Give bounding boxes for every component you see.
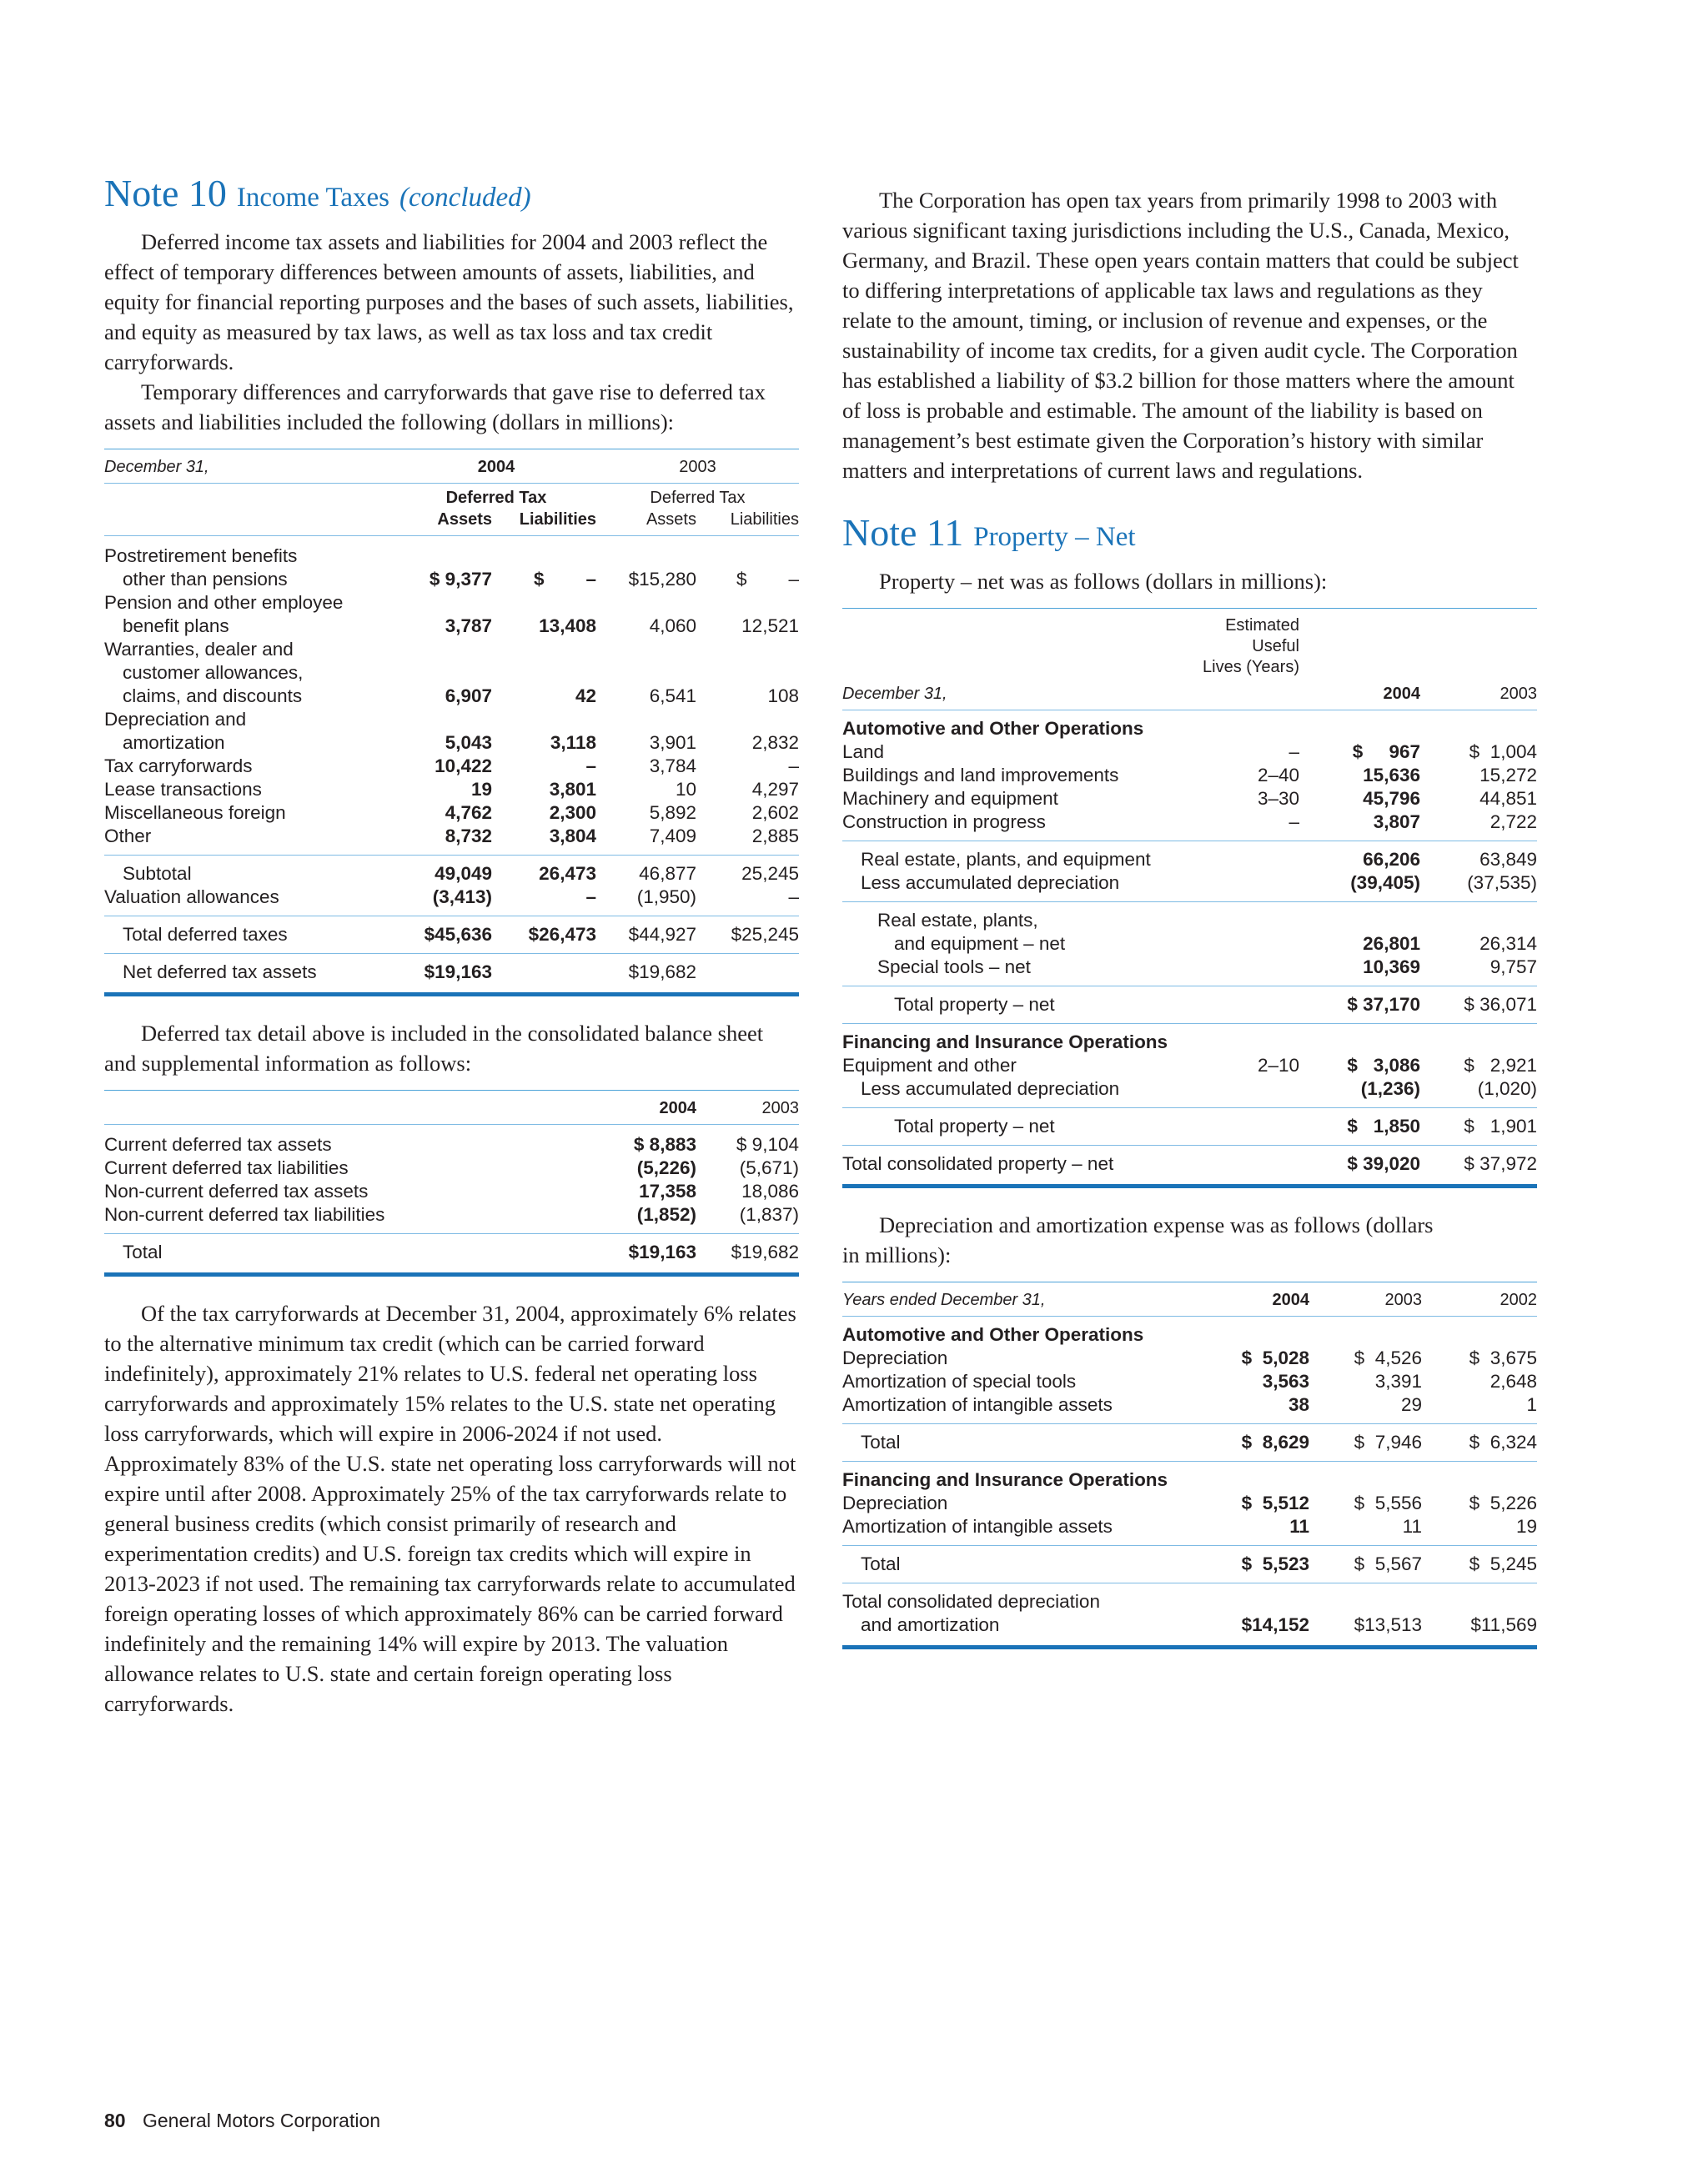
total-row: Total $19,163 $19,682 xyxy=(104,1234,799,1275)
lives-years-header: Lives (Years) xyxy=(1203,658,1299,676)
valuation-row: Valuation allowances (3,413) – (1,950) – xyxy=(104,886,799,907)
table-row: Tax carryforwards 10,422 – 3,784 – xyxy=(104,755,799,776)
note-10-paragraph-2: Temporary differences and carryforwards that gave rise to deferred tax assets and liabilities included the following (dollars in millions): xyxy=(104,379,766,434)
note-10-suffix: (concluded) xyxy=(399,183,531,213)
consolidated-property-row: Total consolidated property – net $ 39,020 $ 37,972 xyxy=(842,1146,1537,1187)
table-date-label: December 31, xyxy=(104,449,396,484)
note-11-name: Property – Net xyxy=(973,522,1136,552)
useful-header: Useful xyxy=(1252,637,1299,655)
total-deferred-taxes-row: Total deferred taxes $45,636 $26,473 $44,927 $25,245 xyxy=(104,916,799,954)
year-2003-header: 2003 xyxy=(696,1091,799,1125)
special-tools-row: Special tools – net 10,369 9,757 xyxy=(877,956,1537,977)
year-2003-header: 2003 xyxy=(596,449,799,484)
year-2002-header: 2002 xyxy=(1422,1282,1537,1317)
depreciation-intro: Depreciation and amortization expense was as follows (dollars in millions): xyxy=(842,1212,1434,1267)
table-row: customer allowances, xyxy=(123,662,304,683)
year-2004-header: 2004 xyxy=(1209,1282,1309,1317)
automotive-section-heading: Automotive and Other Operations xyxy=(842,718,1144,739)
table-row: other than pensions $ 9,377 $ – $15,280 $ – xyxy=(123,569,799,590)
table-date-label: December 31, xyxy=(842,685,947,703)
table-row: benefit plans 3,787 13,408 4,060 12,521 xyxy=(123,615,799,636)
assets-2003-header: Assets xyxy=(646,510,696,529)
table-row: Depreciation and xyxy=(104,709,247,730)
real-estate-net-row: and equipment – net 26,801 26,314 xyxy=(894,933,1537,954)
assets-2004-header: Assets xyxy=(437,510,492,529)
table-row: Amortization of special tools 3,563 3,391 2,648 xyxy=(842,1371,1537,1392)
table-date-label: Years ended December 31, xyxy=(842,1282,1209,1317)
auto-total-row: Total $ 8,629 $ 7,946 $ 6,324 xyxy=(842,1424,1537,1462)
automotive-section-heading: Automotive and Other Operations xyxy=(842,1324,1144,1345)
table-row: claims, and discounts 6,907 42 6,541 108 xyxy=(123,685,799,706)
table-row: Current deferred tax assets $ 8,883 $ 9,104 xyxy=(104,1134,799,1155)
table-row: Pension and other employee xyxy=(104,592,344,613)
property-net-table: Estimated Useful Lives (Years) December 31, 2004 2003 Automotive and Other Operations Land – $ 967 $ 1,004 Buildings and land improvements 2–40 15,636 15,272 Machinery and equipment 3–30 45,796 44,851 Construction in progress – 3,807 2,722 Real estate, plants, and equipment 66,206 63,849 Less accumulated depreciation (39,405) (37,535) Real estate, plants, and equipment – net 26,801 26,314 Special tools – net 10,369 9,757 Total property – net $ 37,170 $ 36,071 Financing and Insurance Operations Equipment and other 2–10 $ 3,086 $ 2,921 Less accumulated depreciation (1,236) (1,020) Total property – net $ 1,850 $ 1,901 Total consolidated property – net $ 39,020 $ 37,972 xyxy=(842,608,1537,1188)
table-row: Construction in progress – 3,807 2,722 xyxy=(842,811,1537,832)
table-row: Amortization of intangible assets 38 29 1 xyxy=(842,1394,1537,1415)
table-row: Less accumulated depreciation (1,236) (1,020) xyxy=(861,1078,1537,1099)
year-2004-header: 2004 xyxy=(1383,685,1420,703)
open-tax-years-paragraph: The Corporation has open tax years from primarily 1998 to 2003 with various significant taxing jurisdictions including the U.S., Canada, Mexico, Germany, and Brazil. These open years contain matters that could be subject to differing interpretations of applicable tax laws and regulations as they relate to the amount, timing, or inclusion of revenue and expenses, or the sustainability of income tax credits, for a given audit cycle. The Corporation has established a liability of $3.2 billion for those matters where the amount of loss is probable and estimable. The amount of the liability is based on management’s best estimate given the Corporation’s history with similar matters and interpretations of current laws and regulations. xyxy=(842,188,1519,483)
table-row: amortization 5,043 3,118 3,901 2,832 xyxy=(123,732,799,753)
footer-company: General Motors Corporation xyxy=(142,2110,381,2131)
note-10-paragraph-4: Of the tax carryforwards at December 31, 2004, approximately 6% relates to the alternative minimum tax credit (which can be carried forward indefinitely), approximately 21% relates to U.S. federal net operating loss carryforwards and approximately 15% relates to the U.S. state net operating loss carryforwards, which will expire in 2006-2024 if not used. Approximately 83% of the U.S. state net operating loss carryforwards will not expire until after 2008. Approximately 25% of the tax carryforwards relate to general business credits (which consist primarily of research and experimentation credits) and U.S. foreign tax credits which will expire in 2013-2023 if not used. The remaining tax carryforwards relate to accumulated foreign operating losses of which approximately 86% can be carried forward indefinitely and the remaining 14% will expire by 2013. The valuation allowance relates to U.S. state and certain foreign operating loss carryforwards. xyxy=(104,1301,796,1716)
table-row: Miscellaneous foreign 4,762 2,300 5,892 2,602 xyxy=(104,802,799,823)
depreciation-table: Years ended December 31, 2004 2003 2002 Automotive and Other Operations Depreciation $ 5,028 $ 4,526 $ 3,675 Amortization of special tools 3,563 3,391 2,648 Amortization of intangible assets 38 29 1 Total $ 8,629 $ 7,946 $ 6,324 Financing and Insurance Operations Depreciation $ 5,512 $ 5,556 $ 5,226 Amortization of intangible assets 11 11 19 Total $ 5,523 $ 5,567 $ 5,245 Total consolidated depreciation and amortization $14,152 $13,513 $11,569 xyxy=(842,1282,1537,1649)
fin-total-row: Total $ 5,523 $ 5,567 $ 5,245 xyxy=(842,1546,1537,1583)
auto-total-property-row: Total property – net $ 37,170 $ 36,071 xyxy=(842,986,1537,1024)
subtotal-row: Subtotal 49,049 26,473 46,877 25,245 xyxy=(104,856,799,886)
financing-section-heading: Financing and Insurance Operations xyxy=(842,1024,1537,1055)
fin-total-property-row: Total property – net $ 1,850 $ 1,901 xyxy=(842,1108,1537,1146)
note-10-number: Note 10 xyxy=(104,172,227,214)
year-2003-header: 2003 xyxy=(1500,685,1537,703)
table-row: Land – $ 967 $ 1,004 xyxy=(842,741,1537,762)
less-accumulated-row: Less accumulated depreciation (39,405) (37,535) xyxy=(861,872,1537,893)
table-row: Other 8,732 3,804 7,409 2,885 xyxy=(104,826,799,846)
note-10-paragraph-3: Deferred tax detail above is included in the consolidated balance sheet and supplemental information as follows: xyxy=(104,1021,764,1076)
table-row: Depreciation $ 5,028 $ 4,526 $ 3,675 xyxy=(842,1347,1537,1368)
note-10-heading xyxy=(104,171,799,215)
table-row: Depreciation $ 5,512 $ 5,556 $ 5,226 xyxy=(842,1493,1537,1513)
consolidated-depreciation-row: and amortization $14,152 $13,513 $11,569 xyxy=(842,1613,1537,1648)
table-row: Amortization of intangible assets 11 11 19 xyxy=(842,1516,1537,1537)
year-2004-header: 2004 xyxy=(396,449,596,484)
year-2003-header: 2003 xyxy=(1309,1282,1422,1317)
estimated-header: Estimated xyxy=(1225,616,1299,635)
financing-section-heading: Financing and Insurance Operations xyxy=(842,1462,1537,1493)
table-row: Buildings and land improvements 2–40 15,636 15,272 xyxy=(842,765,1537,785)
page-footer xyxy=(104,2110,380,2132)
table-row: Machinery and equipment 3–30 45,796 44,851 xyxy=(842,788,1537,809)
table-row: Current deferred tax liabilities (5,226) (5,671) xyxy=(104,1157,799,1178)
balance-sheet-table xyxy=(104,1090,799,1277)
note-11-intro: Property – net was as follows (dollars in millions): xyxy=(879,569,1328,594)
right-column xyxy=(842,185,1537,1649)
page-number: 80 xyxy=(104,2110,126,2131)
deferred-tax-group-2004: Deferred Tax xyxy=(396,484,596,509)
left-column xyxy=(104,171,799,1719)
table-row: Non-current deferred tax liabilities (1,852) (1,837) xyxy=(104,1204,799,1225)
net-deferred-tax-assets-row: Net deferred tax assets $19,163 $19,682 xyxy=(104,954,799,995)
table-row: Equipment and other 2–10 $ 3,086 $ 2,921 xyxy=(842,1055,1537,1076)
deferred-tax-table xyxy=(104,449,799,996)
note-10-paragraph-1: Deferred income tax assets and liabilities for 2004 and 2003 reflect the effect of temporary differences between amounts of assets, liabilities, and equity for financial reporting purposes and the bases of such assets, liabilities, and equity as measured by tax laws, as well as tax loss and tax credit carryforwards. xyxy=(104,229,794,374)
table-row: Warranties, dealer and xyxy=(104,639,294,660)
liabilities-2003-header: Liabilities xyxy=(730,510,799,529)
deferred-tax-group-2003: Deferred Tax xyxy=(596,484,799,509)
note-11-number: Note 11 xyxy=(842,511,964,554)
liabilities-2004-header: Liabilities xyxy=(519,510,596,529)
table-row: Postretirement benefits xyxy=(104,545,298,566)
real-estate-row: Real estate, plants, and equipment 66,206 63,849 xyxy=(842,841,1537,872)
table-row: Lease transactions 19 3,801 10 4,297 xyxy=(104,779,799,800)
table-row: Non-current deferred tax assets 17,358 18,086 xyxy=(104,1181,799,1202)
note-10-name: Income Taxes xyxy=(236,183,390,213)
year-2004-header: 2004 xyxy=(596,1091,696,1125)
note-11-heading xyxy=(842,510,1537,555)
